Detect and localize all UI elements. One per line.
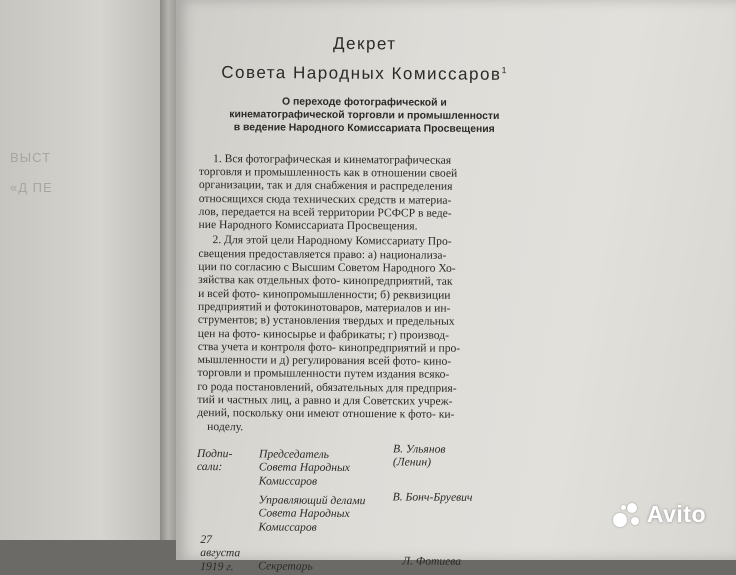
paragraph-line: и всей фото- кинопромышленности; б) реквизиции — [198, 286, 451, 302]
subtitle-line: кинематографической торговли и промышленности — [229, 108, 500, 122]
manager-title-line: Совета Народных — [258, 506, 350, 521]
paragraph-line: ние Народного Комиссариата Просвещения. — [198, 218, 418, 233]
signed-label — [197, 447, 233, 474]
paragraph-line: ноделу. — [207, 419, 244, 433]
date-line: августа — [200, 546, 241, 560]
paragraph-line: дений, поскольку они имеют отношение к фото- ки- — [197, 406, 455, 422]
left-page-ghost-text-1: ВЫСТ — [10, 150, 52, 165]
secretary-name: Л. Фотиева — [402, 554, 462, 568]
subtitle-line: О переходе фотографической и — [282, 96, 447, 109]
left-page-ghost-text-2: «Д ПЕ — [10, 180, 53, 195]
paragraph-line: лов, передается на всей территории РСФСР в веде- — [198, 204, 452, 220]
paragraph-2 — [197, 233, 528, 435]
decree-subtitle — [199, 95, 529, 136]
paragraph-line: зяйства как отдельных фото- кинопредприятий, так — [198, 273, 453, 289]
chairman-name-line: В. Ульянов — [392, 442, 446, 456]
footnote-marker: 1 — [501, 65, 509, 76]
paragraph-line: организации, так и для снабжения и распределения — [198, 178, 453, 194]
paragraph-line: 2. Для этой цели Народному Комиссариату Про- — [212, 233, 452, 249]
paragraph-line: тий и частных лиц, а равно и для Советских учреж- — [197, 392, 453, 408]
chairman-title-line: Комиссаров — [258, 474, 318, 488]
signed-label-line: сали: — [196, 460, 223, 474]
paragraph-line: мышленности и д) регулирования всей фото- кино- — [197, 353, 452, 368]
chairman-name-line: (Ленин) — [392, 455, 432, 469]
date-line: 27 — [200, 532, 213, 546]
paragraph-line: цен на фото- киносырье и фабрикаты; г) производ- — [197, 326, 450, 342]
paragraph-line: 1. Вся фотографическая и кинематографическая — [213, 151, 452, 167]
paragraph-line: торговли и промышленности путем издания всяко- — [197, 366, 450, 382]
secretary-title: Секретарь — [258, 559, 313, 573]
chairman-title-line: Председатель — [258, 447, 329, 461]
signed-label-line: Подпи- — [196, 446, 233, 461]
manager-title-line: Комиссаров — [258, 520, 317, 534]
avito-brand-text: Avito — [646, 501, 706, 527]
paragraph-line: струментов; в) установления твердых и предельных — [197, 313, 455, 329]
paragraph-line: торговля и промышленность как в отношении своей — [198, 164, 458, 180]
manager-title — [258, 493, 365, 534]
decree-date — [200, 533, 240, 573]
paragraph-line: го рода постановлений, обязательных для предприя- — [197, 379, 457, 395]
decree-title: Декрет — [333, 33, 397, 54]
avito-logo-dots-icon — [613, 503, 643, 529]
signatures-block — [196, 442, 527, 573]
manager-title-line: Управляющий делами — [258, 493, 366, 508]
avito-watermark — [647, 501, 706, 528]
chairman-name — [393, 442, 446, 469]
paragraph-line: свещения предоставляется право: а) национализа- — [198, 246, 447, 262]
paragraph-line: ства учета и контроля фото- кинопредприятий и про- — [197, 339, 461, 355]
chairman-title-line: Совета Народных — [258, 460, 351, 475]
paragraph-1 — [199, 152, 530, 234]
decree-text — [196, 22, 530, 573]
subtitle-line: в ведение Народного Комиссариата Просвещения — [233, 121, 495, 135]
chairman-title — [259, 447, 350, 488]
date-line: 1919 г. — [200, 559, 234, 573]
manager-name: В. Бонч-Бруевич — [392, 490, 473, 504]
decree-issuer — [200, 56, 530, 87]
paragraph-line: относящихся сюда технических средств и материа- — [198, 191, 452, 207]
paragraph-line: ции по согласию с Высшим Советом Народного Хо- — [198, 260, 456, 275]
left-page — [0, 0, 168, 540]
paragraph-line: предприятий и фотокинотоваров, материалов и ин- — [197, 299, 451, 315]
decree-issuer-text: Совета Народных Комиссаров — [221, 62, 502, 84]
